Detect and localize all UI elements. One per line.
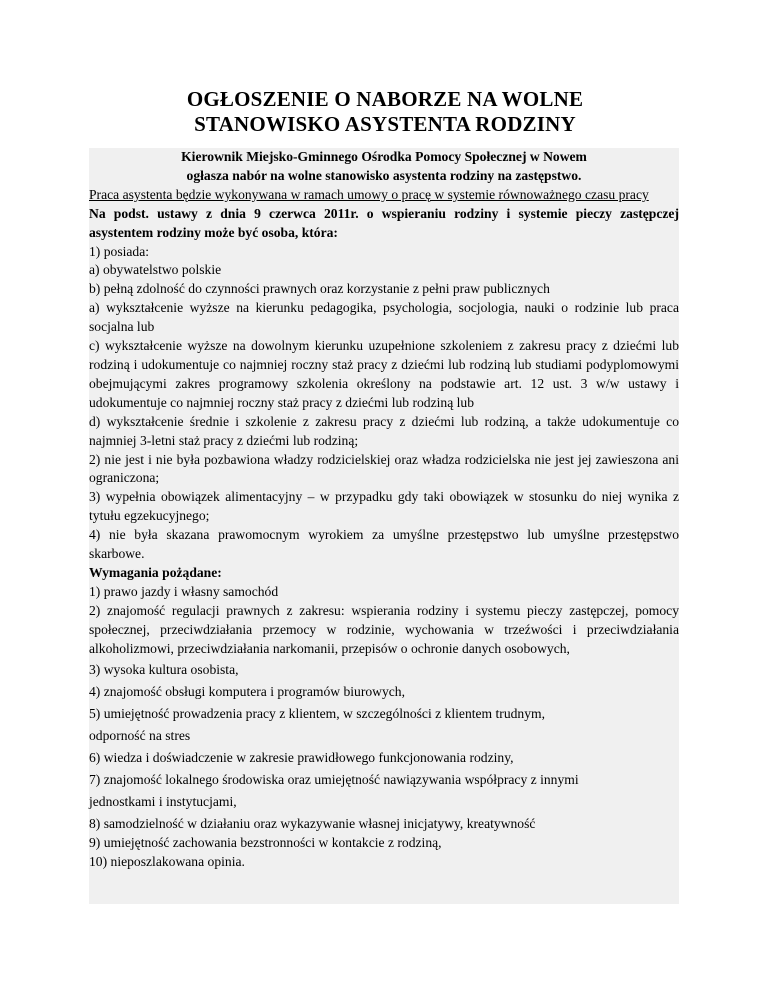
requirement-item: a) wykształcenie wyższe na kierunku pedagogika, psychologia, socjologia, nauki o rodzinie lub praca socjalna lub bbox=[89, 300, 679, 335]
requirement-item: 4) nie była skazana prawomocnym wyrokiem za umyślne przestępstwo lub umyślne przestępstwo skarbowe. bbox=[89, 527, 679, 562]
requirement-item: a) obywatelstwo polskie bbox=[89, 262, 222, 278]
page-title bbox=[90, 87, 680, 137]
requirement-item: c) wykształcenie wyższe na dowolnym kierunku uzupełnione szkoleniem z zakresu pracy z dziećmi lub rodziną i udokumentuje co najmniej roczny staż pracy z dziećmi lub rodziną lub studiami podyplomowymi obejmującymi zakres programowy szkolenia określony na podstawie art. 12 ust. 3 w/w ustawy i udokumentuje co najmniej roczny staż pracy z dziećmi lub rodziną lub bbox=[89, 338, 679, 410]
desired-item: 1) prawo jazdy i własny samochód bbox=[89, 583, 279, 599]
desired-item: 2) znajomość regulacji prawnych z zakresu: wspierania rodziny i systemu pieczy zastępczej, pomocy społecznej, przeciwdziałania przemocy w rodzinie, wychowania w trzeźwości i przeciwdziałania alkoholizmowi, przeciwdziałania narkomanii, przepisów o ochronie danych osobowych, bbox=[89, 602, 679, 656]
desired-item: 7) znajomość lokalnego środowiska oraz umiejętność nawiązywania współpracy z innymi bbox=[89, 772, 579, 787]
requirement-item: 1) posiada: bbox=[89, 243, 150, 259]
desired-item: 9) umiejętność zachowania bezstronności w kontakcie z rodziną, bbox=[89, 834, 442, 850]
legal-basis: Na podst. ustawy z dnia 9 czerwca 2011r. o wspieraniu rodziny i systemie pieczy zastępczej asystentem rodziny może być osoba, która: bbox=[89, 205, 679, 240]
desired-item: jednostkami i instytucjami, bbox=[89, 793, 237, 809]
employment-note: Praca asystenta będzie wykonywana w ramach umowy o pracę w systemie równoważnego czasu pracy bbox=[89, 186, 649, 202]
desired-item: 8) samodzielność w działaniu oraz wykazywanie własnej inicjatywy, kreatywność bbox=[89, 815, 536, 831]
desired-item: 10) nieposzlakowana opinia. bbox=[89, 853, 245, 869]
requirement-item: b) pełną zdolność do czynności prawnych oraz korzystanie z pełni praw publicznych bbox=[89, 281, 550, 297]
announcement-body bbox=[89, 148, 679, 904]
desired-item: 5) umiejętność prowadzenia pracy z klientem, w szczególności z klientem trudnym, bbox=[89, 706, 545, 722]
title-line-2: STANOWISKO ASYSTENTA RODZINY bbox=[194, 112, 576, 136]
desired-item: odporność na stres bbox=[89, 728, 191, 744]
requirement-item: 3) wypełnia obowiązek alimentacyjny – w przypadku gdy taki obowiązek w stosunku do niej wynika z tytułu egzekucyjnego; bbox=[89, 489, 679, 524]
requirement-item: 2) nie jest i nie była pozbawiona władzy rodzicielskiej oraz władza rodzicielska nie jest jej zawieszona ani ograniczona; bbox=[89, 451, 679, 486]
desired-item: 3) wysoka kultura osobista, bbox=[89, 662, 239, 678]
header-line-2: ogłasza nabór na wolne stanowisko asystenta rodziny na zastępstwo. bbox=[186, 167, 582, 183]
header-line-1: Kierownik Miejsko-Gminnego Ośrodka Pomocy Społecznej w Nowem bbox=[181, 149, 587, 164]
desired-item: 4) znajomość obsługi komputera i programów biurowych, bbox=[89, 684, 405, 700]
requirement-item: d) wykształcenie średnie i szkolenie z zakresu pracy z dziećmi lub rodziną, a także udokumentuje co najmniej 3-letni staż pracy z dziećmi lub rodziną; bbox=[89, 413, 679, 448]
desired-heading: Wymagania pożądane: bbox=[89, 564, 222, 580]
desired-item: 6) wiedza i doświadczenie w zakresie prawidłowego funkcjonowania rodziny, bbox=[89, 750, 514, 766]
title-line-1: OGŁOSZENIE O NABORZE NA WOLNE bbox=[186, 87, 584, 111]
